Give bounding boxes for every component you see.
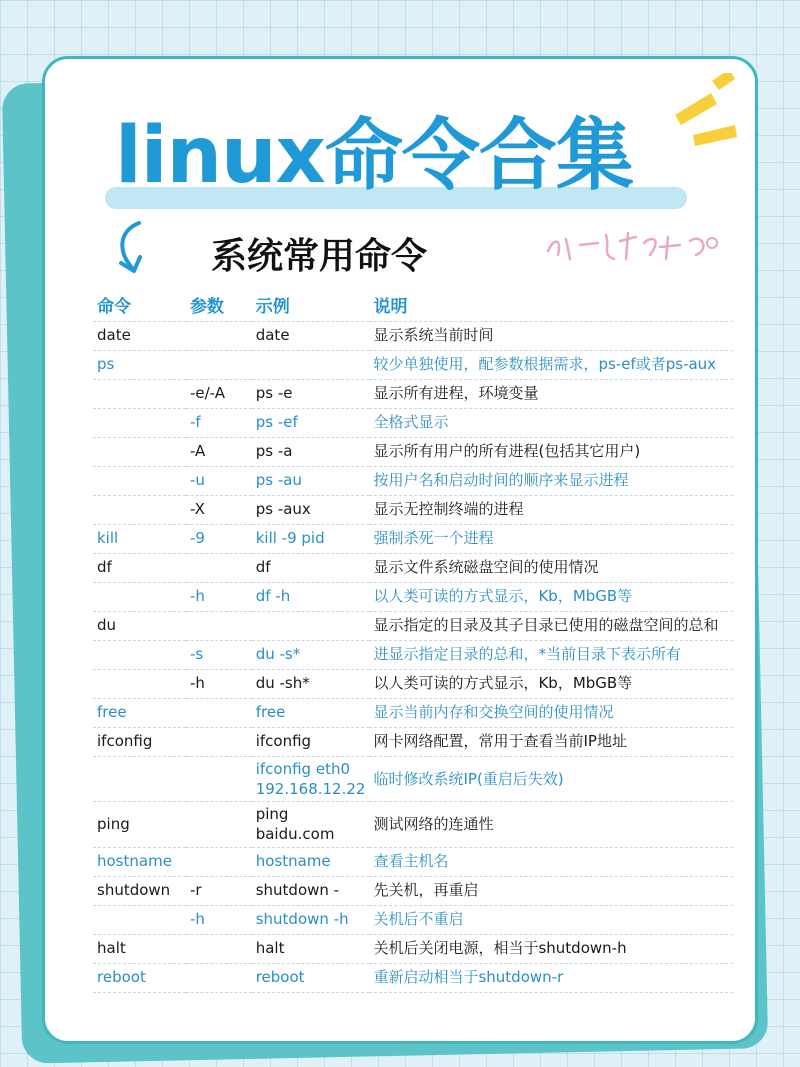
cell-example [252,611,370,640]
cell-command: date [93,321,186,350]
cell-command [93,408,186,437]
cell-param: -X [186,495,252,524]
cell-description: 临时修改系统IP(重启后失效) [369,756,733,802]
section-subtitle: 系统常用命令 [211,236,428,277]
cell-command: reboot [93,963,186,992]
cell-description: 重新启动相当于shutdown-r [369,963,733,992]
cell-param: -h [186,905,252,934]
cell-command: free [93,698,186,727]
table-row [93,350,733,379]
content-card [42,56,758,1044]
cell-param: -u [186,466,252,495]
cell-description: 关机后关闭电源，相当于shutdown-h [369,934,733,963]
cell-param [186,321,252,350]
cell-example: ifconfig [252,727,370,756]
table-row [93,379,733,408]
cell-param: -r [186,876,252,905]
cell-description: 显示文件系统磁盘空间的使用情况 [369,553,733,582]
cell-description: 较少单独使用，配参数根据需求，ps-ef或者ps-aux [369,350,733,379]
cell-example: reboot [252,963,370,992]
cell-param [186,847,252,876]
curved-arrow-icon [109,219,153,279]
cell-description: 先关机，再重启 [369,876,733,905]
table-row [93,582,733,611]
cell-example: du -s* [252,640,370,669]
cell-example: ps -a [252,437,370,466]
cell-command [93,582,186,611]
table-row [93,553,733,582]
cell-command: halt [93,934,186,963]
header-description: 说明 [369,289,733,321]
cell-description: 显示当前内存和交换空间的使用情况 [369,698,733,727]
cell-command [93,379,186,408]
cell-param [186,611,252,640]
cell-description: 测试网络的连通性 [369,802,733,848]
cell-example: free [252,698,370,727]
sparkle-rays-icon [657,73,757,163]
table-row [93,934,733,963]
cell-command: kill [93,524,186,553]
table-row [93,876,733,905]
cell-command: hostname [93,847,186,876]
table-row [93,756,733,802]
cell-param [186,727,252,756]
cell-example: ping baidu.com [252,802,370,848]
cell-param [186,963,252,992]
table-row [93,321,733,350]
table-row [93,963,733,992]
table-row [93,495,733,524]
cell-param: -e/-A [186,379,252,408]
table-row [93,698,733,727]
table-row [93,847,733,876]
command-table [93,289,733,993]
table-header-row [93,289,733,321]
table-row [93,466,733,495]
cell-example: df -h [252,582,370,611]
cell-command: shutdown [93,876,186,905]
cell-command: ps [93,350,186,379]
cell-example: du -sh* [252,669,370,698]
cell-description: 进显示指定目录的总和，*当前目录下表示所有 [369,640,733,669]
cell-example: ps -au [252,466,370,495]
cell-param: -A [186,437,252,466]
handwritten-signature [540,225,720,265]
cell-example: date [252,321,370,350]
table-row [93,802,733,848]
cell-description: 按用户名和启动时间的顺序来显示进程 [369,466,733,495]
cell-description: 强制杀死一个进程 [369,524,733,553]
header-command: 命令 [93,289,186,321]
cell-description: 关机后不重启 [369,905,733,934]
cell-example: ps -e [252,379,370,408]
table-row [93,611,733,640]
cell-param [186,698,252,727]
cell-param: -f [186,408,252,437]
header-example: 示例 [252,289,370,321]
cell-description: 网卡网络配置，常用于查看当前IP地址 [369,727,733,756]
cell-command [93,640,186,669]
cell-command [93,437,186,466]
cell-example: halt [252,934,370,963]
cell-description: 显示指定的目录及其子目录已使用的磁盘空间的总和 [369,611,733,640]
cell-example: df [252,553,370,582]
cell-command [93,495,186,524]
cell-param [186,802,252,848]
table-row [93,727,733,756]
cell-description: 全格式显示 [369,408,733,437]
cell-param: -h [186,669,252,698]
table-row [93,640,733,669]
cell-command: du [93,611,186,640]
cell-command [93,466,186,495]
cell-command [93,756,186,802]
table-row [93,669,733,698]
cell-example [252,350,370,379]
cell-command [93,669,186,698]
cell-example: shutdown - [252,876,370,905]
cell-param [186,934,252,963]
table-row [93,905,733,934]
cell-param: -9 [186,524,252,553]
cell-description: 显示无控制终端的进程 [369,495,733,524]
cell-description: 显示系统当前时间 [369,321,733,350]
cell-example: ps -ef [252,408,370,437]
cell-command: ping [93,802,186,848]
cell-param [186,350,252,379]
page-title: linux命令合集 [115,111,633,201]
cell-description: 以人类可读的方式显示，Kb，MbGB等 [369,582,733,611]
cell-param [186,553,252,582]
table-row [93,408,733,437]
cell-example: hostname [252,847,370,876]
header-param: 参数 [186,289,252,321]
cell-example: kill -9 pid [252,524,370,553]
cell-param [186,756,252,802]
cell-example: ifconfig eth0 192.168.12.22 [252,756,370,802]
cell-command: df [93,553,186,582]
cell-command: ifconfig [93,727,186,756]
cell-command [93,905,186,934]
cell-description: 以人类可读的方式显示，Kb，MbGB等 [369,669,733,698]
cell-example: shutdown -h [252,905,370,934]
cell-example: ps -aux [252,495,370,524]
cell-description: 查看主机名 [369,847,733,876]
table-row [93,524,733,553]
cell-description: 显示所有用户的所有进程(包括其它用户) [369,437,733,466]
cell-param: -h [186,582,252,611]
cell-description: 显示所有进程，环境变量 [369,379,733,408]
cell-param: -s [186,640,252,669]
table-row [93,437,733,466]
